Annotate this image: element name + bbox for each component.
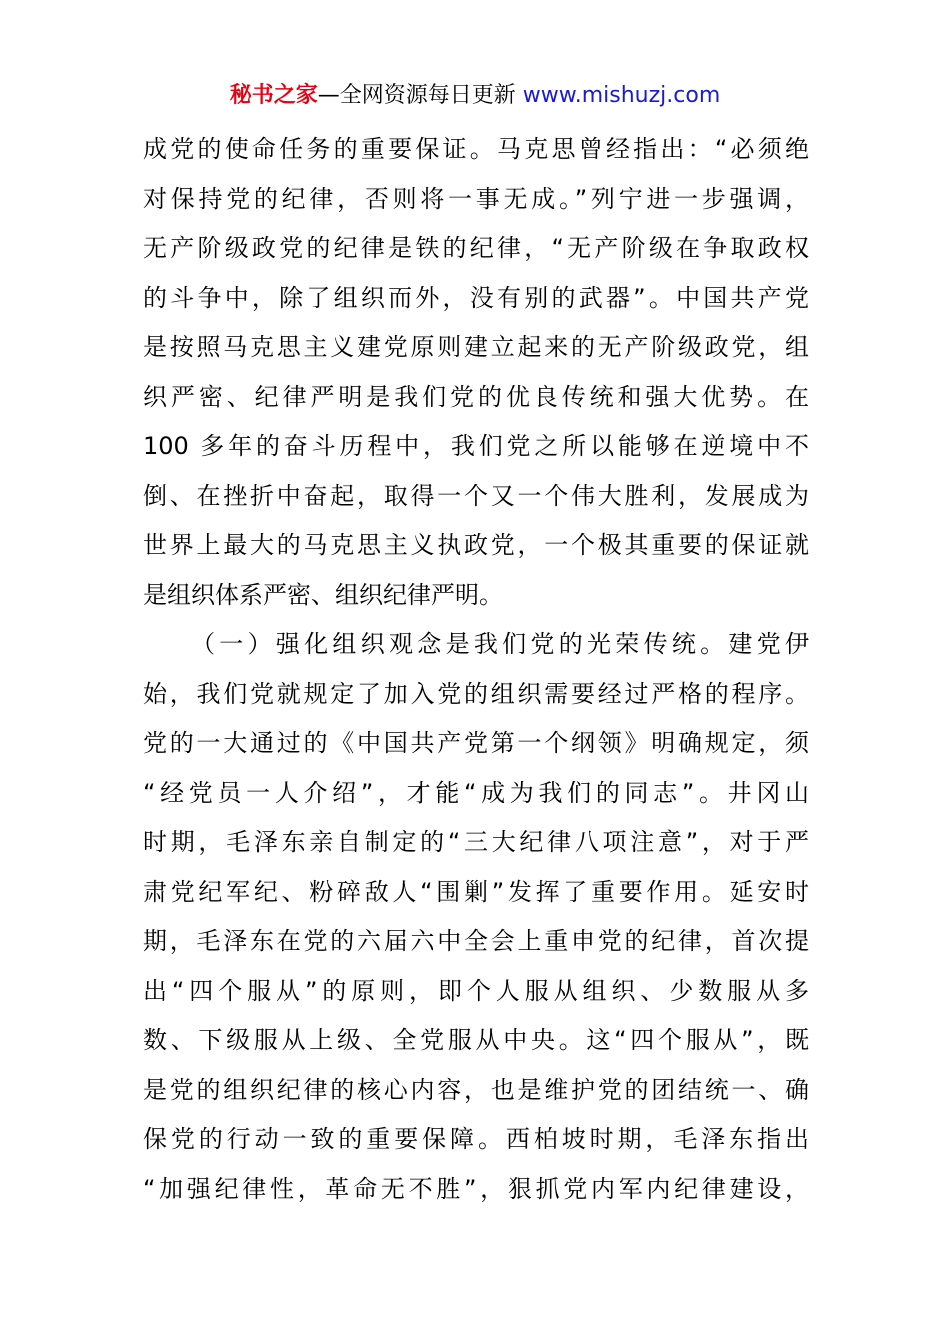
site-url[interactable]: www.mishuzj.com	[522, 83, 721, 108]
text-line: 数、下级服从上级、全党服从中央。这“四个服从”，既	[143, 1026, 809, 1054]
text-line: 世界上最大的马克思主义执政党，一个极其重要的保证就	[143, 531, 809, 559]
text-line: 织严密、纪律严明是我们党的优良传统和强大优势。在	[143, 382, 809, 411]
text-line: 的斗争中，除了组织而外，没有别的武器”。中国共产党	[143, 283, 809, 312]
text-line: 是按照马克思主义建党原则建立起来的无产阶级政党，组	[143, 333, 809, 361]
text-line: 100 多年的奋斗历程中，我们党之所以能够在逆境中不	[143, 432, 809, 460]
text-line: 时期，毛泽东亲自制定的“三大纪律八项注意”，对于严	[143, 828, 809, 856]
page-header	[0, 79, 950, 113]
text-line: “经党员一人介绍”，才能“成为我们的同志”。井冈山	[143, 778, 809, 807]
document-body	[143, 125, 809, 1214]
text-line: 出“四个服从”的原则，即个人服从组织、少数服从多	[143, 976, 809, 1005]
text-line: 保党的行动一致的重要保障。西柏坡时期，毛泽东指出	[143, 1125, 809, 1153]
text-line: 无产阶级政党的纪律是铁的纪律，“无产阶级在争取政权	[143, 234, 809, 262]
text-line: 成党的使命任务的重要保证。马克思曾经指出：“必须绝	[143, 135, 809, 163]
text-line: 倒、在挫折中奋起，取得一个又一个伟大胜利，发展成为	[143, 481, 809, 510]
paragraph-start-line: （一）强化组织观念是我们党的光荣传统。建党伊	[191, 630, 809, 658]
site-brand: 秘书之家	[229, 83, 318, 108]
text-line: 是党的组织纪律的核心内容，也是维护党的团结统一、确	[143, 1075, 809, 1104]
text-line: 对保持党的纪律，否则将一事无成。”列宁进一步强调，	[143, 184, 809, 213]
text-line: 始，我们党就规定了加入党的组织需要经过严格的程序。	[143, 679, 809, 708]
text-line: “加强纪律性，革命无不胜”，狠抓党内军内纪律建设，	[143, 1174, 809, 1203]
paragraph-end-line: 是组织体系严密、组织纪律严明。	[143, 580, 503, 609]
text-line: 肃党纪军纪、粉碎敌人“围剿”发挥了重要作用。延安时	[143, 877, 809, 906]
text-line: 党的一大通过的《中国共产党第一个纲领》明确规定，须	[143, 729, 809, 757]
text-line: 期，毛泽东在党的六届六中全会上重申党的纪律，首次提	[143, 927, 809, 955]
site-tagline: —全网资源每日更新	[317, 83, 523, 108]
